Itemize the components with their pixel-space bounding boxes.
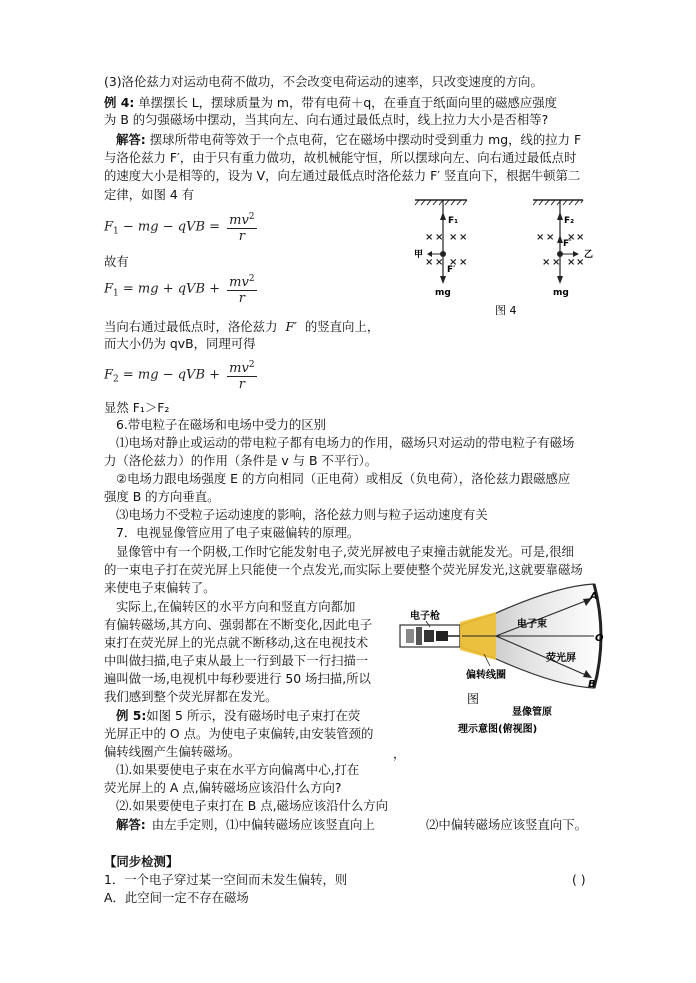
section-6-item-1-a: ⑴电场对静止或运动的带电粒子都有电场力的作用，磁场只对运动的带电粒子有磁场 bbox=[116, 435, 575, 450]
paragraph-2-d: 中叫做扫描,电子束从最上一行到最下一行扫描一 bbox=[104, 653, 369, 668]
section-6-item-2-a: ②电场力跟电场强度 E 的方向相同（正电荷）或相反（负电荷），洛伦兹力跟磁感应 bbox=[116, 471, 571, 486]
fig5-coil-label: 偏转线圈 bbox=[466, 670, 506, 681]
fig4-left-down-arrow bbox=[440, 276, 446, 284]
fig4-cross: × bbox=[576, 257, 585, 268]
text-guyou: 故有 bbox=[104, 254, 129, 269]
example-5-label: 例 5: bbox=[116, 708, 147, 723]
fig4-left-field bbox=[425, 232, 467, 268]
answer-4-line-a bbox=[116, 131, 581, 148]
fig4-right-pendulum bbox=[533, 200, 593, 298]
fig4-left-mg: mg bbox=[435, 288, 451, 298]
answer-4-line-b: 与洛伦兹力 F′，由于只有重力做功，故机械能守恒，所以摆球向左、向右通过最低点时 bbox=[104, 150, 577, 165]
example-4-text-a: 单摆摆长 L，摆球质量为 m，带有电荷＋q，在垂直于纸面向里的磁感应强度 bbox=[134, 95, 558, 110]
fig4-right-down-arrow bbox=[557, 276, 563, 284]
formula-2-numerator: mv bbox=[229, 275, 249, 290]
paragraph-2-f: 我们感到整个荧光屏都在发光。 bbox=[104, 689, 278, 704]
fig4-cross: × bbox=[449, 257, 458, 268]
formula-2-sub: 1 bbox=[113, 288, 119, 299]
fig4-cross: × bbox=[576, 232, 585, 243]
fig5-gun-part bbox=[406, 629, 414, 643]
fig5-gun-part bbox=[416, 627, 422, 645]
fig5-gun-label: 电子枪 bbox=[410, 611, 440, 622]
fig4-cross: × bbox=[435, 257, 444, 268]
fig4-right-tension-arrow bbox=[557, 212, 563, 220]
paragraph-2-c: 束打在荧光屏上的光点就不断移动,这在电视技术 bbox=[104, 635, 369, 650]
fig4-left-fp: F′ bbox=[447, 265, 456, 275]
question-1-b: 荧光屏上的 A 点,偏转磁场应该沿什么方向? bbox=[104, 780, 342, 795]
text-right-pass-b: 的竖直向上， bbox=[304, 319, 380, 334]
fig4-right-f2: F₂ bbox=[564, 216, 575, 226]
answer-4-line-d: 定律，如图 4 有 bbox=[104, 187, 195, 202]
fig5-point-a: A bbox=[590, 591, 598, 602]
example-4-line-a bbox=[104, 94, 557, 111]
section-6-item-1-b: 力（洛伦兹力）的作用（条件是 v 与 B 不平行）。 bbox=[104, 453, 378, 468]
stray-comma: ， bbox=[393, 746, 406, 761]
fig5-gun-part bbox=[436, 631, 448, 641]
formula-2 bbox=[104, 272, 257, 306]
question-2: ⑵.如果要使电子束打在 B 点,磁场应该沿什么方向 bbox=[116, 798, 389, 813]
fig4-left-tension-arrow bbox=[440, 212, 446, 220]
text-xianran: 显然 F₁＞F₂ bbox=[104, 400, 170, 415]
fig4-cross: × bbox=[425, 257, 434, 268]
fig4-cross: × bbox=[449, 232, 458, 243]
section-6-title: 6.带电粒子在磁场和电场中受力的区别 bbox=[116, 417, 327, 432]
fig4-left-pendulum bbox=[414, 200, 467, 298]
answer-5-text-a: 由左手定则，⑴中偏转磁场应该竖直向上 bbox=[151, 817, 375, 832]
fig4-cross: × bbox=[567, 232, 576, 243]
text-right-pass-fp: F′ bbox=[285, 319, 297, 334]
answer-4-line-c: 的速度大小是相等的，设为 V，向左通过最低点时洛伦兹力 F′ 竖直向下，根据牛顿第二 bbox=[104, 168, 581, 183]
fig4-cross: × bbox=[567, 257, 576, 268]
formula-1-left: F bbox=[104, 219, 114, 235]
formula-1-mid: − mg − qVB = bbox=[118, 219, 225, 235]
figure-5 bbox=[396, 582, 618, 740]
formula-3-square: 2 bbox=[248, 360, 255, 370]
example-5-line-b: 光屏正中的 O 点。为使电子束偏转,由安装管颈的 bbox=[104, 726, 374, 741]
fig4-cross: × bbox=[552, 257, 561, 268]
answer-5-text-b: ⑵中偏转磁场应该竖直向下。 bbox=[426, 817, 588, 832]
formula-3 bbox=[104, 358, 257, 392]
fig5-caption-a: 图 bbox=[467, 692, 480, 706]
formula-1-denominator: r bbox=[238, 229, 245, 244]
example-4-label: 例 4: bbox=[104, 95, 135, 110]
fig4-cross: × bbox=[425, 232, 434, 243]
fig5-gun-part bbox=[424, 630, 434, 642]
fig4-right-mg: mg bbox=[553, 288, 569, 298]
test-question-1: 1．一个电子穿过某一空间而未发生偏转，则 bbox=[104, 872, 348, 887]
fig5-point-b: B bbox=[588, 679, 596, 690]
formula-1 bbox=[104, 210, 257, 244]
fig4-cross: × bbox=[536, 232, 545, 243]
section-7-title: 7．电视显像管应用了电子束磁偏转的原理。 bbox=[116, 525, 360, 540]
example-5-line-a bbox=[116, 707, 360, 724]
example-4-line-b: 为 B 的匀强磁场中摆动，当其向左、向右通过最低点时，线上拉力大小是否相等? bbox=[104, 112, 549, 127]
formula-2-square: 2 bbox=[248, 274, 255, 284]
formula-2-mid: = mg + qVB + bbox=[118, 281, 225, 297]
formula-2-denominator: r bbox=[238, 291, 245, 306]
text-right-pass-c: 而大小仍为 qvB，同理可得 bbox=[104, 336, 256, 351]
question-1-a: ⑴.如果要使电子束在水平方向偏离中心,打在 bbox=[116, 762, 360, 777]
answer-4-label: 解答: bbox=[116, 132, 146, 147]
fig5-beam-label: 电子束 bbox=[517, 619, 547, 630]
fig4-right-ball bbox=[557, 251, 563, 257]
answer-4-text-a: 摆球所带电荷等效于一个点电荷，它在磁场中摆动时受到重力 mg，线的拉力 F bbox=[145, 132, 582, 147]
fig4-right-fp: F′ bbox=[563, 239, 572, 249]
sync-test-header: 【同步检测】 bbox=[104, 854, 179, 869]
fig4-cross: × bbox=[546, 232, 555, 243]
formula-3-numerator: mv bbox=[229, 361, 249, 376]
section-6-item-2-b: 强度 B 的方向垂直。 bbox=[104, 489, 220, 504]
paragraph-2-a: 实际上,在偏转区的水平方向和竖直方向都加 bbox=[116, 599, 356, 614]
example-5-line-c: 偏转线圈产生偏转磁场。 bbox=[104, 744, 241, 759]
formula-1-sub: 1 bbox=[113, 226, 119, 237]
fig5-electron-gun bbox=[400, 609, 462, 647]
paragraph-2-e: 遍叫做一场,电视机中每秒要进行 50 场扫描,所以 bbox=[104, 671, 371, 686]
paragraph-1-c: 来使电子束偏转了。 bbox=[104, 580, 216, 595]
fig5-caption-c: 理示意图(俯视图) bbox=[458, 724, 538, 735]
fig4-cross: × bbox=[542, 257, 551, 268]
fig4-left-label: 甲 bbox=[414, 250, 424, 260]
fig4-cross: × bbox=[459, 232, 468, 243]
paragraph-2-b: 有偏转磁场,其方向、强弱都在不断变化,因此电子 bbox=[104, 617, 373, 632]
test-option-a: A．此空间一定不存在磁场 bbox=[104, 890, 249, 905]
formula-1-square: 2 bbox=[248, 212, 255, 222]
formula-3-denominator: r bbox=[238, 377, 245, 392]
fig4-cross: × bbox=[435, 232, 444, 243]
line-property-3: (3)洛伦兹力对运动电荷不做功，不会改变电荷运动的速率，只改变速度的方向。 bbox=[104, 74, 543, 89]
formula-3-sub: 2 bbox=[113, 374, 119, 385]
text-right-pass-a: 当向右通过最低点时，洛伦兹力 bbox=[104, 319, 278, 334]
formula-3-left: F bbox=[104, 367, 114, 383]
formula-2-left: F bbox=[104, 281, 114, 297]
formula-1-numerator: mv bbox=[229, 213, 249, 228]
fig4-right-label: 乙 bbox=[584, 250, 594, 260]
fig5-caption-b: 显像管原 bbox=[512, 707, 552, 718]
fig4-cross: × bbox=[459, 257, 468, 268]
fig4-caption: 图 4 bbox=[495, 304, 517, 317]
figure-4 bbox=[405, 196, 605, 321]
fig5-point-o: O bbox=[595, 633, 604, 644]
example-5-text-a: 如图 5 所示，没有磁场时电子束打在荧 bbox=[146, 708, 361, 723]
fig5-screen-label: 荧光屏 bbox=[546, 653, 576, 664]
paragraph-1-a: 显像管中有一个阴极,工作时它能发射电子,荧光屏被电子束撞击就能发光。可是,很细 bbox=[116, 544, 574, 559]
fig4-left-ball bbox=[440, 251, 446, 257]
section-6-item-3: ⑶电场力不受粒子运动速度的影响，洛伦兹力则与粒子运动速度有关 bbox=[116, 507, 488, 522]
fig4-left-f1: F₁ bbox=[448, 216, 459, 226]
paragraph-1-b: 的一束电子打在荧光屏上只能使一个点发光,而实际上要使整个荧光屏发光,这就要靠磁场 bbox=[104, 562, 583, 577]
text-right-pass bbox=[104, 318, 379, 335]
answer-5-line bbox=[116, 816, 375, 833]
test-question-1-paren: ( ) bbox=[572, 872, 586, 887]
formula-3-mid: = mg − qVB + bbox=[118, 367, 225, 383]
answer-5-label: 解答: bbox=[116, 817, 146, 832]
